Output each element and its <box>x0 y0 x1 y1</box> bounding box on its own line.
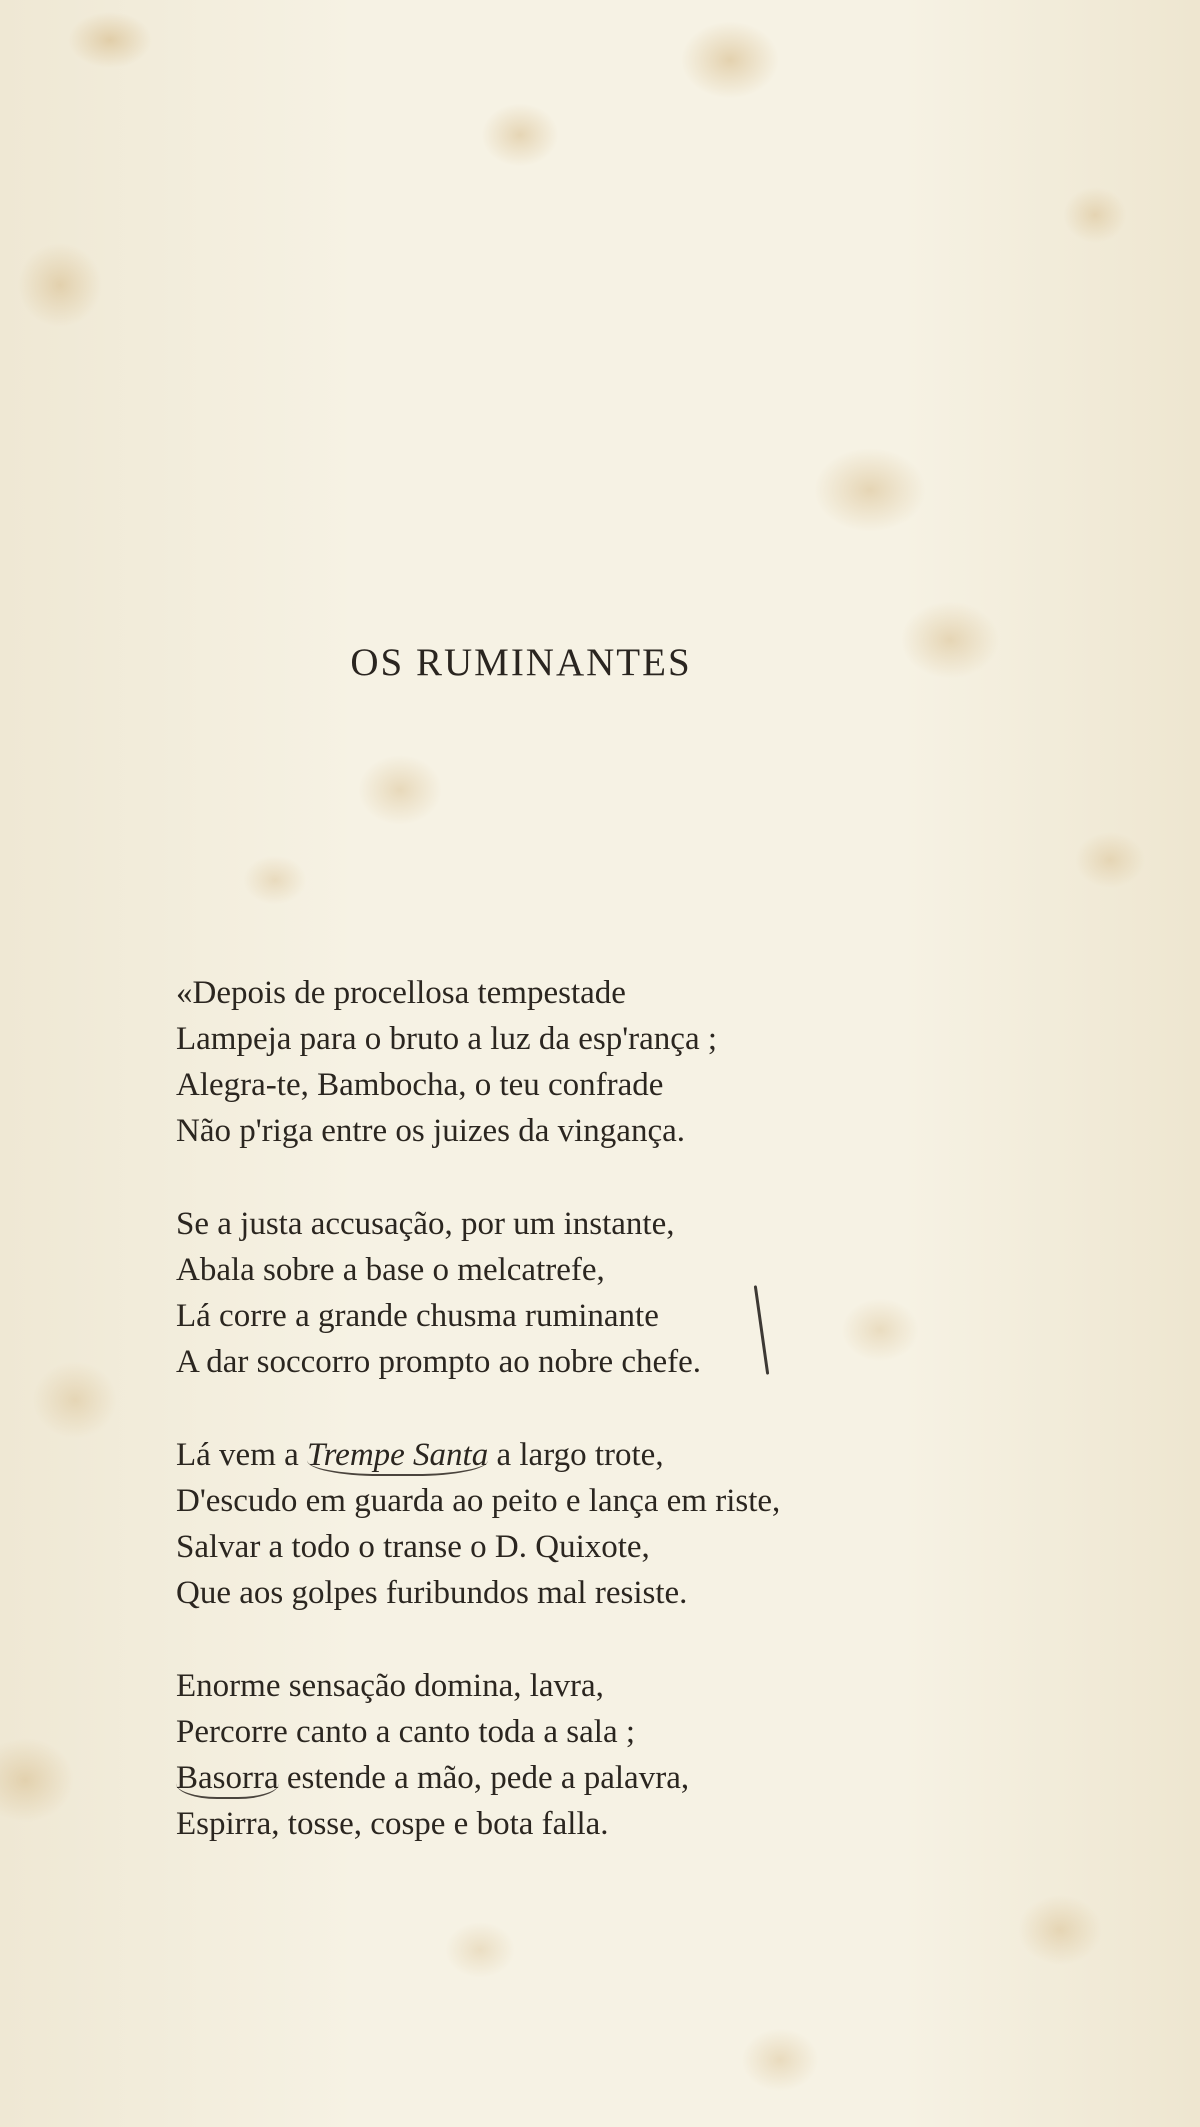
stanza-1 <box>176 970 896 1154</box>
verse-line: Espirra, tosse, cospe e bota falla. <box>176 1806 609 1842</box>
verse-line: Enorme sensação domina, lavra, <box>176 1668 604 1704</box>
verse-line: Lá corre a grande chusma ruminante <box>176 1298 659 1334</box>
poem-title: OS RUMINANTES <box>350 641 692 684</box>
italic-underlined-phrase: Trempe Santa <box>307 1437 488 1476</box>
stanza-3 <box>176 1432 896 1616</box>
stanza-2 <box>176 1201 896 1385</box>
poem-body <box>176 970 896 1894</box>
verse-fragment: a largo trote, <box>488 1437 664 1473</box>
verse-fragment: Lá vem a <box>176 1437 308 1473</box>
verse-line <box>176 1432 896 1478</box>
verse-line: D'escudo em guarda ao peito e lança em riste, <box>176 1483 781 1519</box>
verse-line: Percorre canto a canto toda a sala ; <box>176 1714 636 1750</box>
verse-line: Que aos golpes furibundos mal resiste. <box>176 1575 688 1611</box>
verse-line: A dar soccorro prompto ao nobre chefe. <box>176 1344 702 1380</box>
verse-fragment: estende a mão, pede a palavra, <box>278 1760 690 1796</box>
verse-line: Salvar a todo o transe o D. Quixote, <box>176 1529 650 1565</box>
verse-line: Não p'riga entre os juizes da vingança. <box>176 1113 686 1149</box>
stanza-4 <box>176 1663 896 1847</box>
verse-line: Abala sobre a base o melcatrefe, <box>176 1252 605 1288</box>
verse-line: Lampeja para o bruto a luz da esp'rança ; <box>176 1021 718 1057</box>
verse-line: «Depois de procellosa tempestade <box>176 975 626 1011</box>
verse-line <box>176 1755 896 1801</box>
verse-line: Se a justa accusação, por um instante, <box>176 1206 675 1242</box>
underlined-word: Basorra <box>176 1760 279 1799</box>
verse-line: Alegra-te, Bambocha, o teu confrade <box>176 1067 664 1103</box>
